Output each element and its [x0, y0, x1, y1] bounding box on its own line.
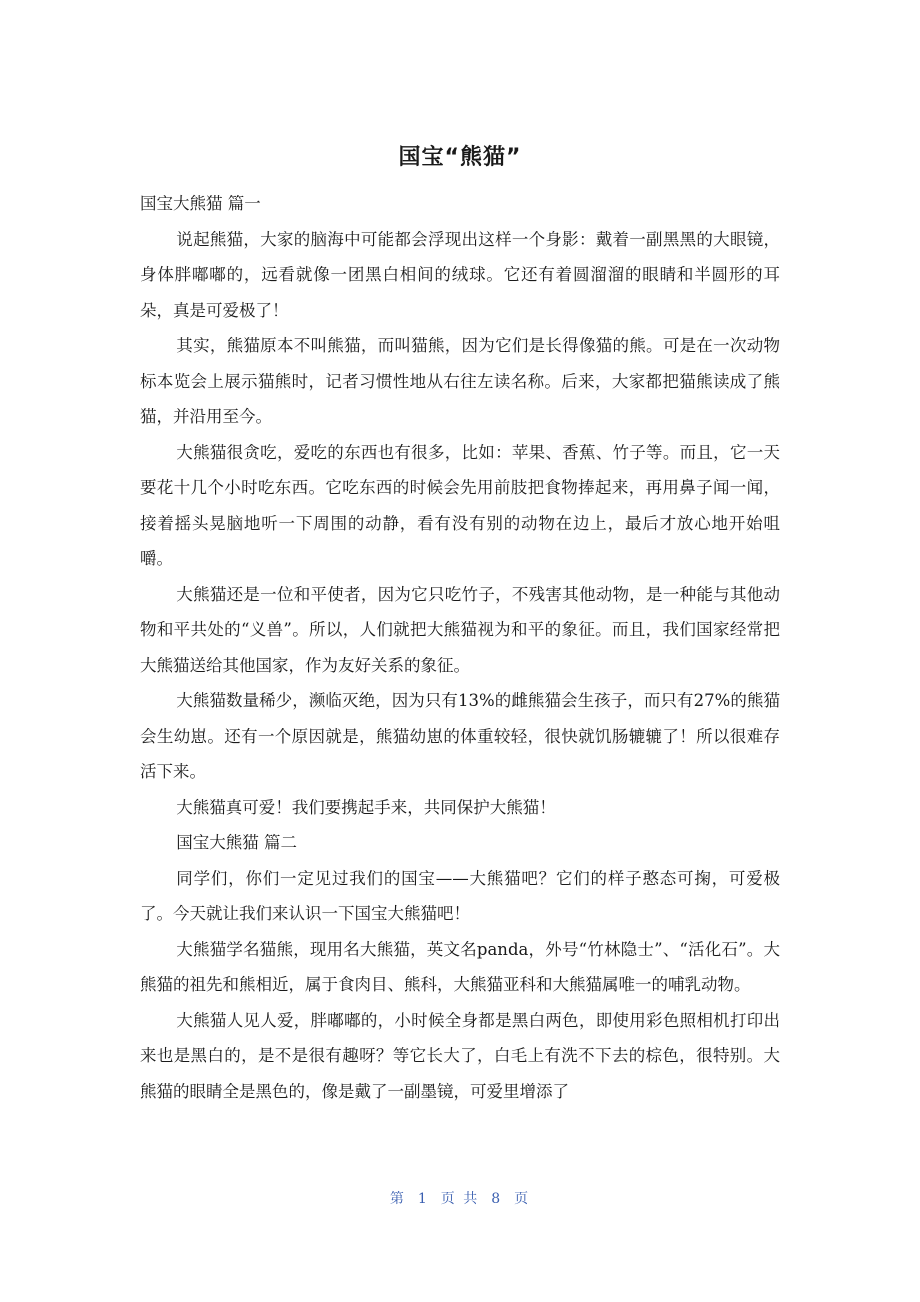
paragraph: 大熊猫学名猫熊，现用名大熊猫，英文名panda，外号“竹林隐士”、“活化石”。大熊猫的祖先和熊相近，属于食肉目、熊科，大熊猫亚科和大熊猫属唯一的哺乳动物。: [140, 939, 780, 994]
paragraph: 大熊猫很贪吃，爱吃的东西也有很多，比如：苹果、香蕉、竹子等。而且，它一天要花十几个小时吃东西。它吃东西的时候会先用前肢把食物捧起来，再用鼻子闻一闻，接着摇头晃脑地听一下周围的动静，看有没有别的动物在边上，最后才放心地开始咀嚼。: [140, 442, 780, 568]
paragraph: 大熊猫还是一位和平使者，因为它只吃竹子，不残害其他动物，是一种能与其他动物和平共处的“义兽”。所以，人们就把大熊猫视为和平的象征。而且，我们国家经常把大熊猫送给其他国家，作为友好关系的象征。: [140, 584, 780, 675]
footer-current-page: 1: [417, 1191, 429, 1207]
paragraph: 大熊猫数量稀少，濒临灭绝，因为只有13%的雌熊猫会生孩子，而只有27%的熊猫会生幼崽。还有一个原因就是，熊猫幼崽的体重较轻，很快就饥肠辘辘了！所以很难存活下来。: [140, 691, 780, 781]
footer-total-pages: 8: [491, 1191, 503, 1207]
section-heading-1: 国宝大熊猫 篇一: [140, 194, 261, 213]
paragraph: 同学们，你们一定见过我们的国宝——大熊猫吧？它们的样子憨态可掬，可爱极了。今天就让我们来认识一下国宝大熊猫吧！: [140, 868, 780, 923]
document-title: 国宝“熊猫”: [398, 145, 522, 170]
paragraph: 大熊猫人见人爱，胖嘟嘟的，小时候全身都是黑白两色，即使用彩色照相机打印出来也是黑白的，是不是很有趣呀？等它长大了，白毛上有洗不下去的棕色，很特别。大熊猫的眼睛全是黑色的，像是戴了一副墨镜，可爱里增添了: [140, 1010, 780, 1101]
paragraph: 大熊猫真可爱！我们要携起手来，共同保护大熊猫！: [176, 797, 556, 817]
page-footer: [0, 1188, 920, 1208]
paragraph: 其实，熊猫原本不叫熊猫，而叫猫熊，因为它们是长得像猫的熊。可是在一次动物标本览会上展示猫熊时，记者习惯性地从右往左读名称。后来，大家都把猫熊读成了熊猫，并沿用至今。: [140, 336, 780, 426]
section-heading-2: 国宝大熊猫 篇二: [176, 833, 298, 852]
document-body: [140, 186, 780, 1109]
footer-middle: 页 共: [440, 1191, 480, 1207]
footer-prefix: 第: [389, 1191, 406, 1207]
footer-suffix: 页: [514, 1191, 531, 1207]
paragraph: 说起熊猫，大家的脑海中可能都会浮现出这样一个身影：戴着一副黑黑的大眼镜，身体胖嘟嘟的，远看就像一团黑白相间的绒球。它还有着圆溜溜的眼睛和半圆形的耳朵，真是可爱极了！: [140, 229, 780, 320]
